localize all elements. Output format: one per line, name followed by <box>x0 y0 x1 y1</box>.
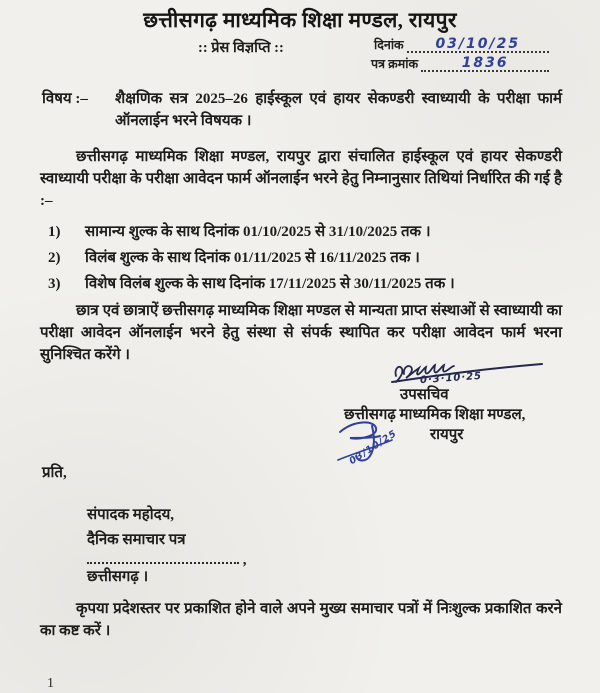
signatory-designation: उपसचिव <box>400 387 449 403</box>
addressee-state: छत्तीसगढ़ । <box>87 569 149 585</box>
list-item <box>48 248 562 269</box>
page-title: छत्तीसगढ़ माध्यमिक शिक्षा मण्डल, रायपुर <box>143 8 457 32</box>
paragraph-instruction: छात्र एवं छात्राऐं छत्तीसगढ़ माध्यमिक शिक्षा मण्डल से मान्यता प्राप्त संस्थाओं से स्वाध्यायी का परीक्षा आवेदन ऑनलाईन भरने हेतु संस्था से संपर्क स्थापित कर परीक्षा आवेदन फार्म भरना सुनिश्चित करेंगे । <box>40 303 562 363</box>
list-item-number: 1) <box>48 224 61 240</box>
letter-number-fill-line <box>421 57 549 72</box>
subject-text: शैक्षणिक सत्र 2025–26 हाईस्कूल एवं हायर सेकण्डरी स्वाध्यायी के परीक्षा फार्म ऑनलाईन भरने विषयक । <box>115 91 562 129</box>
to-label: प्रति, <box>42 465 67 481</box>
subject-block <box>42 88 562 132</box>
list-item-number: 2) <box>48 250 61 266</box>
press-release-label: :: प्रेस विज्ञप्ति :: <box>198 40 284 56</box>
date-fill-line <box>407 38 549 53</box>
signatory-city: रायपुर <box>430 427 464 443</box>
list-item-text: सामान्य शुल्क के साथ दिनांक 01/10/2025 से 31/10/2025 तक । <box>85 224 431 240</box>
addressee-line: संपादक महोदय, <box>87 507 175 523</box>
signature-date-note: 0·3·10·25 <box>419 370 483 387</box>
list-item <box>48 274 562 295</box>
list-item-text: विशेष विलंब शुल्क के साथ दिनांक 17/11/2025 से 30/11/2025 तक । <box>85 276 455 292</box>
list-item-number: 3) <box>48 276 61 292</box>
letter-number-field <box>371 55 549 72</box>
date-handwritten-value: 03/10/25 <box>435 36 521 52</box>
signatory-organization: छत्तीसगढ़ माध्यमिक शिक्षा मण्डल, <box>344 407 526 423</box>
paragraph-intro: छत्तीसगढ़ माध्यमिक शिक्षा मण्डल, रायपुर द्वारा संचालित हाईस्कूल एवं हायर सेकण्डरी स्वाध्यायी परीक्षा के परीक्षा आवेदन फार्म ऑनलाईन भरने हेतु निम्नानुसार तिथियां निर्धारित की गई है :– <box>40 149 562 209</box>
addressee-line: दैनिक समाचार पत्र <box>87 532 186 548</box>
dotted-line-suffix: , <box>242 552 247 568</box>
list-item <box>48 222 562 243</box>
date-field <box>374 36 549 53</box>
letter-number-handwritten-value: 1836 <box>461 55 509 71</box>
fee-date-list <box>48 222 562 300</box>
dotted-fill <box>87 548 239 564</box>
addressee-block <box>87 503 186 553</box>
letter-number-label: पत्र क्रमांक <box>371 57 419 71</box>
page-number: 1 <box>47 676 54 691</box>
signature2-date-note: 03/10/25 <box>347 428 400 467</box>
list-item-text: विलंब शुल्क के साथ दिनांक 01/11/2025 से 16/11/2025 तक । <box>85 250 420 266</box>
paragraph-closing: कृपया प्रदेशस्तर पर प्रकाशित होने वाले अपने मुख्य समाचार पत्रों में निःशुल्क प्रकाशित करने का कष्ट करें । <box>40 601 562 639</box>
date-label: दिनांक <box>374 38 404 52</box>
subject-label: विषय :– <box>42 91 88 107</box>
